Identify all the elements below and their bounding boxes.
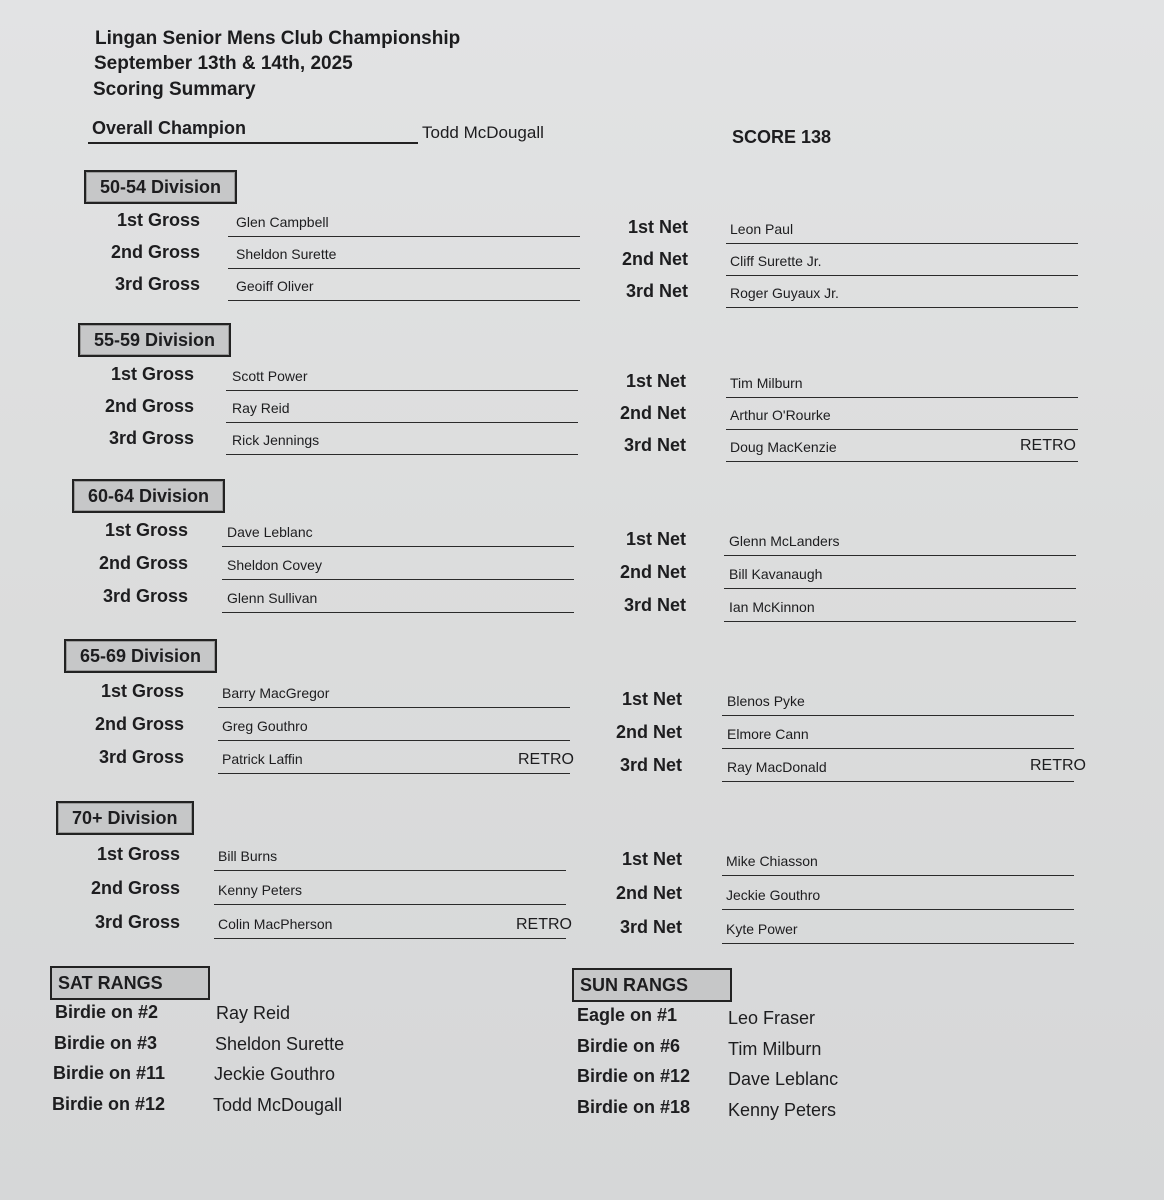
net-place-label: 1st Net <box>625 529 686 549</box>
sat-rang-player: Todd McDougall <box>213 1094 343 1115</box>
sat-rang-achievement: Birdie on #12 <box>52 1093 166 1114</box>
gross-name-underline <box>226 454 578 455</box>
net-place-label: 1st Net <box>627 217 688 237</box>
gross-place-label: 3rd Gross <box>94 912 180 932</box>
net-name-underline <box>726 461 1078 462</box>
net-place-label: 3rd Net <box>619 755 682 775</box>
gross-winner-name: Sheldon Surette <box>236 246 337 262</box>
sun-rang-player: Kenny Peters <box>728 1099 837 1120</box>
gross-place-label: 1st Gross <box>104 520 188 540</box>
gross-winner-name: Patrick Laffin <box>222 751 303 767</box>
gross-winner-name: Colin MacPherson <box>218 916 333 932</box>
net-winner-name: Elmore Cann <box>727 726 809 742</box>
champion-name: Todd McDougall <box>422 123 544 142</box>
net-place-label: 3rd Net <box>625 281 688 301</box>
gross-retro-tag: RETRO <box>518 751 574 768</box>
sat-rangs-heading: SAT RANGS <box>50 966 210 1000</box>
gross-name-underline <box>226 390 578 391</box>
gross-winner-name: Barry MacGregor <box>222 685 330 701</box>
net-place-label: 3rd Net <box>623 595 686 615</box>
sat-rang-achievement: Birdie on #2 <box>55 1002 159 1022</box>
sat-rang-achievement: Birdie on #3 <box>54 1032 158 1053</box>
document-subtitle: Scoring Summary <box>93 79 256 100</box>
net-place-label: 3rd Net <box>623 435 686 455</box>
net-name-underline <box>722 715 1074 716</box>
gross-winner-name: Greg Gouthro <box>222 718 308 734</box>
net-retro-tag: RETRO <box>1020 437 1076 454</box>
gross-place-label: 2nd Gross <box>90 878 180 898</box>
net-winner-name: Ray MacDonald <box>727 759 827 775</box>
net-winner-name: Arthur O'Rourke <box>730 407 831 423</box>
gross-winner-name: Bill Burns <box>218 848 278 864</box>
net-winner-name: Cliff Surette Jr. <box>730 253 822 269</box>
net-winner-name: Jeckie Gouthro <box>726 887 821 903</box>
gross-winner-name: Sheldon Covey <box>227 557 322 573</box>
net-winner-name: Ian McKinnon <box>729 599 815 615</box>
net-name-underline <box>722 875 1074 876</box>
gross-name-underline <box>222 579 574 580</box>
gross-winner-name: Glen Campbell <box>236 214 329 230</box>
gross-place-label: 2nd Gross <box>94 714 184 734</box>
division-heading: 70+ Division <box>56 801 194 835</box>
sun-rang-achievement: Birdie on #12 <box>577 1066 691 1086</box>
gross-place-label: 2nd Gross <box>104 396 194 416</box>
sat-rang-player: Jeckie Gouthro <box>214 1064 336 1084</box>
sat-rang-player: Sheldon Surette <box>215 1033 345 1054</box>
gross-place-label: 1st Gross <box>116 210 200 230</box>
gross-name-underline <box>228 300 580 301</box>
gross-name-underline <box>214 870 566 871</box>
sat-rang-achievement: Birdie on #11 <box>53 1063 166 1083</box>
gross-name-underline <box>226 422 578 423</box>
champion-score: SCORE 138 <box>732 127 832 147</box>
net-winner-name: Bill Kavanaugh <box>729 566 823 582</box>
gross-winner-name: Rick Jennings <box>232 432 320 448</box>
net-name-underline <box>722 909 1074 910</box>
net-place-label: 2nd Net <box>615 883 682 903</box>
net-name-underline <box>722 781 1074 782</box>
net-name-underline <box>724 555 1076 556</box>
event-dates: September 13th & 14th, 2025 <box>94 53 353 74</box>
gross-place-label: 3rd Gross <box>108 428 194 448</box>
gross-name-underline <box>218 773 570 774</box>
sun-rang-achievement: Birdie on #18 <box>577 1096 691 1117</box>
net-place-label: 1st Net <box>625 371 686 391</box>
net-place-label: 2nd Net <box>621 249 688 269</box>
champion-label: Overall Champion <box>92 118 247 138</box>
division-heading: 65-69 Division <box>64 639 217 673</box>
net-retro-tag: RETRO <box>1030 757 1086 774</box>
net-name-underline <box>726 429 1078 430</box>
net-winner-name: Blenos Pyke <box>727 693 805 709</box>
net-winner-name: Leon Paul <box>730 221 794 237</box>
net-name-underline <box>726 243 1078 244</box>
net-name-underline <box>726 307 1078 308</box>
gross-name-underline <box>214 904 566 905</box>
net-place-label: 2nd Net <box>619 403 686 423</box>
net-winner-name: Glenn McLanders <box>729 533 840 549</box>
division-heading: 50-54 Division <box>84 170 237 204</box>
gross-name-underline <box>222 546 574 547</box>
gross-name-underline <box>218 707 570 708</box>
division-heading: 55-59 Division <box>78 323 231 357</box>
gross-winner-name: Ray Reid <box>232 400 290 416</box>
net-name-underline <box>726 275 1078 276</box>
gross-name-underline <box>228 268 580 269</box>
gross-place-label: 1st Gross <box>96 844 180 864</box>
net-name-underline <box>722 943 1074 944</box>
champion-underline <box>88 142 418 144</box>
sun-rang-player: Dave Leblanc <box>728 1069 839 1089</box>
gross-name-underline <box>222 612 574 613</box>
division-heading: 60-64 Division <box>72 479 225 513</box>
net-name-underline <box>724 588 1076 589</box>
net-winner-name: Tim Milburn <box>730 375 803 391</box>
net-place-label: 1st Net <box>621 849 682 869</box>
gross-place-label: 2nd Gross <box>110 242 200 262</box>
net-winner-name: Mike Chiasson <box>726 853 818 869</box>
net-winner-name: Doug MacKenzie <box>730 439 837 455</box>
gross-place-label: 2nd Gross <box>98 553 188 573</box>
gross-name-underline <box>228 236 580 237</box>
sun-rang-achievement: Birdie on #6 <box>577 1035 681 1056</box>
gross-winner-name: Kenny Peters <box>218 882 303 898</box>
net-winner-name: Roger Guyaux Jr. <box>730 285 839 301</box>
gross-name-underline <box>214 938 566 939</box>
sun-rang-achievement: Eagle on #1 <box>577 1005 678 1025</box>
gross-place-label: 1st Gross <box>110 364 194 384</box>
gross-place-label: 3rd Gross <box>114 274 200 294</box>
net-place-label: 2nd Net <box>619 562 686 582</box>
net-name-underline <box>726 397 1078 398</box>
gross-place-label: 3rd Gross <box>98 747 184 767</box>
sat-rang-player: Ray Reid <box>216 1003 291 1023</box>
gross-winner-name: Glenn Sullivan <box>227 590 318 606</box>
net-winner-name: Kyte Power <box>726 921 798 937</box>
net-name-underline <box>724 621 1076 622</box>
sun-rang-player: Leo Fraser <box>728 1008 816 1028</box>
net-place-label: 3rd Net <box>619 917 682 937</box>
sun-rangs-heading: SUN RANGS <box>572 968 732 1002</box>
sun-rang-player: Tim Milburn <box>728 1038 822 1059</box>
gross-place-label: 1st Gross <box>100 681 184 701</box>
document-title: Lingan Senior Mens Club Championship <box>95 28 461 49</box>
gross-place-label: 3rd Gross <box>102 586 188 606</box>
gross-winner-name: Scott Power <box>232 368 308 384</box>
net-place-label: 2nd Net <box>615 722 682 742</box>
net-place-label: 1st Net <box>621 689 682 709</box>
net-name-underline <box>722 748 1074 749</box>
gross-winner-name: Dave Leblanc <box>227 524 313 540</box>
gross-retro-tag: RETRO <box>516 916 572 933</box>
gross-name-underline <box>218 740 570 741</box>
gross-winner-name: Geoiff Oliver <box>236 278 314 294</box>
